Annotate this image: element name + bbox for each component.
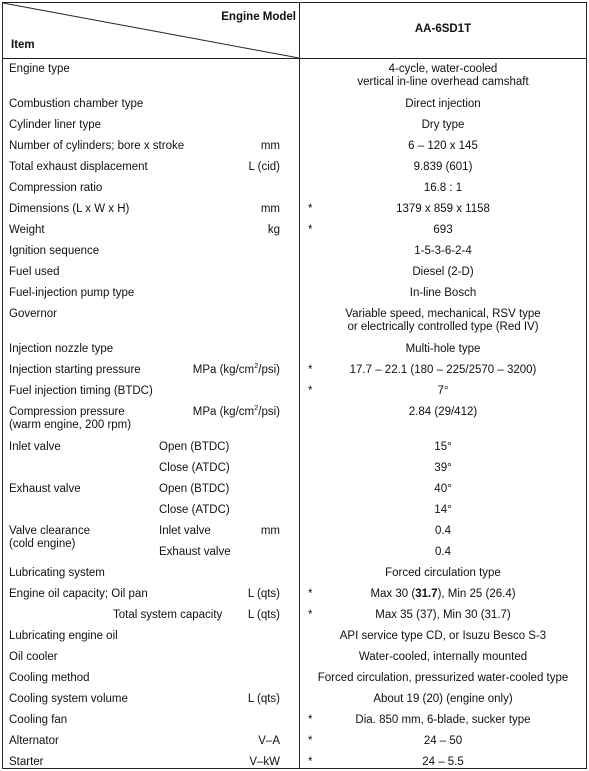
item-name-line: Weight <box>9 224 45 236</box>
spec-table <box>2 2 587 769</box>
item-unit: L (qts) <box>247 609 280 621</box>
item-name <box>9 245 99 258</box>
asterisk-mark: * <box>308 609 313 621</box>
value-line: 14° <box>434 504 452 516</box>
item-name-line: Cooling method <box>9 672 90 684</box>
unit-text: MPa (kg/cm <box>192 364 255 376</box>
unit-text: /psi) <box>258 406 280 418</box>
value-line: Dia. 850 mm, 6-blade, sucker type <box>355 714 531 726</box>
item-name <box>9 182 102 195</box>
item-unit: mm <box>260 203 280 215</box>
value-line: In-line Bosch <box>409 287 477 299</box>
item-name <box>9 525 90 551</box>
spec-value <box>300 567 586 580</box>
engine-model-label: Engine Model <box>221 11 296 23</box>
value-line: 17.7 – 22.1 (180 – 225/2570 – 3200) <box>349 364 537 376</box>
item-subcondition: Exhaust valve <box>159 546 231 558</box>
item-name-line: Starter <box>9 756 44 768</box>
item-subcondition: Close (ATDC) <box>159 462 230 474</box>
item-name-line: Governor <box>9 308 57 320</box>
spec-value <box>300 140 586 153</box>
item-name-line: Inlet valve <box>9 441 61 453</box>
item-name <box>9 63 70 76</box>
item-name <box>9 266 60 279</box>
spec-value <box>300 504 586 517</box>
item-name-line: Ignition sequence <box>9 245 100 257</box>
item-name <box>9 98 143 111</box>
spec-value <box>300 441 586 454</box>
value-line: 1379 x 859 x 1158 <box>396 203 490 215</box>
item-name <box>9 406 131 432</box>
item-subcondition: Inlet valve <box>159 525 211 537</box>
item-unit: mm <box>260 525 280 537</box>
value-line: 1-5-3-6-2-4 <box>414 245 472 257</box>
item-name <box>9 119 101 132</box>
item-name-line: Injection nozzle type <box>9 343 114 355</box>
value-line: Max 35 (37), Min 30 (31.7) <box>375 609 511 621</box>
item-name-line: Fuel used <box>9 266 60 278</box>
item-name <box>9 651 58 664</box>
item-subcondition: Open (BTDC) <box>159 441 230 453</box>
item-name-line: Cooling system volume <box>9 693 128 705</box>
spec-value <box>300 735 586 748</box>
item-unit <box>192 403 280 419</box>
asterisk-mark: * <box>308 735 313 747</box>
spec-value <box>300 693 586 706</box>
value-bold: 31.7 <box>415 588 438 600</box>
spec-value <box>300 119 586 132</box>
item-unit: L (cid) <box>248 161 280 173</box>
item-name-line: Combustion chamber type <box>9 98 144 110</box>
item-subcondition: Open (BTDC) <box>159 483 230 495</box>
value-line: API service type CD, or Isuzu Besco S-3 <box>339 630 547 642</box>
spec-value <box>300 714 586 727</box>
spec-value <box>300 182 586 195</box>
spec-value <box>300 525 586 538</box>
item-name-line: Total exhaust displacement <box>9 161 148 173</box>
item-name <box>9 385 153 398</box>
item-name <box>9 588 148 601</box>
item-name <box>9 203 129 216</box>
value-line: 0.4 <box>435 546 451 558</box>
item-unit: L (qts) <box>247 588 280 600</box>
item-name-line: (warm engine, 200 rpm) <box>9 419 132 431</box>
asterisk-mark: * <box>308 588 313 600</box>
item-name-line: Injection starting pressure <box>9 364 141 376</box>
item-name <box>9 672 90 685</box>
item-unit: kg <box>267 224 280 236</box>
spec-value <box>300 483 586 496</box>
value-line: Multi-hole type <box>405 343 481 355</box>
item-name <box>9 714 67 727</box>
item-name-line: Compression pressure <box>9 406 125 418</box>
value-line: 2.84 (29/412) <box>408 406 478 418</box>
item-name-line: Fuel injection timing (BTDC) <box>9 385 153 397</box>
item-name-line: Fuel-injection pump type <box>9 287 135 299</box>
value-line: Direct injection <box>405 98 481 110</box>
value-line: Water-cooled, internally mounted <box>358 651 528 663</box>
item-name <box>9 693 128 706</box>
spec-value <box>300 343 586 356</box>
item-name-line: Compression ratio <box>9 182 103 194</box>
value-line: 15° <box>434 441 452 453</box>
spec-value <box>300 287 586 300</box>
item-subcondition: Close (ATDC) <box>159 504 230 516</box>
unit-superscript: 2 <box>254 361 259 371</box>
value-line: 6 – 120 x 145 <box>408 140 478 152</box>
spec-value <box>300 546 586 559</box>
spec-value <box>300 266 586 279</box>
spec-value <box>300 630 586 643</box>
unit-text: MPa (kg/cm <box>192 406 255 418</box>
value-line: About 19 (20) (engine only) <box>373 693 513 705</box>
value-line: Dry type <box>421 119 465 131</box>
value-text: ), Min 25 (26.4) <box>437 588 516 600</box>
value-line: 7° <box>437 385 449 397</box>
value-line: Variable speed, mechanical, RSV type <box>345 308 541 320</box>
item-name-line: Engine type <box>9 63 70 75</box>
asterisk-mark: * <box>308 203 313 215</box>
unit-text: /psi) <box>258 364 280 376</box>
asterisk-mark: * <box>308 714 313 726</box>
item-name-line: Dimensions (L x W x H) <box>9 203 130 215</box>
spec-value <box>300 63 586 89</box>
value-line: 39° <box>434 462 452 474</box>
item-name-line: Alternator <box>9 735 59 747</box>
value-line: 693 <box>433 224 453 236</box>
spec-value <box>300 308 586 334</box>
value-line: vertical in-line overhead camshaft <box>357 76 529 88</box>
item-name <box>9 630 118 643</box>
item-name-line: Total system capacity <box>113 609 223 621</box>
item-name <box>9 483 81 496</box>
item-name <box>9 224 45 237</box>
item-unit: L (qts) <box>247 693 280 705</box>
value-line: or electrically controlled type (Red IV) <box>347 321 539 333</box>
value-line: 16.8 : 1 <box>423 182 463 194</box>
item-name <box>9 287 134 300</box>
item-unit <box>192 361 280 377</box>
value-line: 40° <box>434 483 452 495</box>
unit-superscript: 2 <box>254 403 259 413</box>
item-unit: V–kW <box>249 756 280 768</box>
asterisk-mark: * <box>308 364 313 376</box>
value-line: 4-cycle, water-cooled <box>388 63 498 75</box>
item-label: Item <box>11 39 35 51</box>
spec-value <box>300 364 586 377</box>
spec-value <box>300 203 586 216</box>
value-line: Forced circulation type <box>385 567 501 579</box>
value-line: 0.4 <box>435 525 451 537</box>
item-name <box>9 567 105 580</box>
item-name-line: (cold engine) <box>9 538 76 550</box>
item-name <box>9 735 59 748</box>
item-name <box>9 343 113 356</box>
item-name <box>9 364 141 377</box>
spec-value <box>300 609 586 622</box>
value-line: 9.839 (601) <box>413 161 473 173</box>
spec-value <box>300 672 586 685</box>
spec-value <box>300 224 586 237</box>
value-text: Max 30 ( <box>370 588 416 600</box>
value-line: 24 – 5.5 <box>422 756 464 768</box>
asterisk-mark: * <box>308 756 313 768</box>
spec-value <box>300 245 586 258</box>
item-name-line: Cooling fan <box>9 714 68 726</box>
spec-value <box>300 651 586 664</box>
spec-value <box>300 385 586 398</box>
spec-value <box>300 406 586 419</box>
item-name <box>9 308 57 321</box>
item-name <box>9 161 148 174</box>
item-name-line: Cylinder liner type <box>9 119 102 131</box>
spec-value <box>300 756 586 769</box>
item-name-line: Exhaust valve <box>9 483 81 495</box>
spec-value <box>300 462 586 475</box>
item-name-line: Engine oil capacity; Oil pan <box>9 588 148 600</box>
item-name-line: Oil cooler <box>9 651 58 663</box>
item-unit: mm <box>260 140 280 152</box>
item-name-line: Lubricating system <box>9 567 105 579</box>
table-header <box>3 3 586 59</box>
value-line: Diesel (2-D) <box>412 266 474 278</box>
spec-value <box>300 588 586 601</box>
spec-value <box>300 161 586 174</box>
spec-value <box>300 98 586 111</box>
item-unit: V–A <box>258 735 280 747</box>
item-name-line: Number of cylinders; bore x stroke <box>9 140 185 152</box>
item-name <box>9 140 184 153</box>
asterisk-mark: * <box>308 385 313 397</box>
model-value: AA-6SD1T <box>414 23 472 35</box>
item-name-line: Lubricating engine oil <box>9 630 118 642</box>
item-name <box>113 609 222 622</box>
item-name-line: Valve clearance <box>9 525 90 537</box>
value-line: 24 – 50 <box>423 735 463 747</box>
item-name <box>9 756 44 769</box>
item-name <box>9 441 61 454</box>
value-line: Forced circulation, pressurized water-cooled type <box>317 672 569 684</box>
asterisk-mark: * <box>308 224 313 236</box>
